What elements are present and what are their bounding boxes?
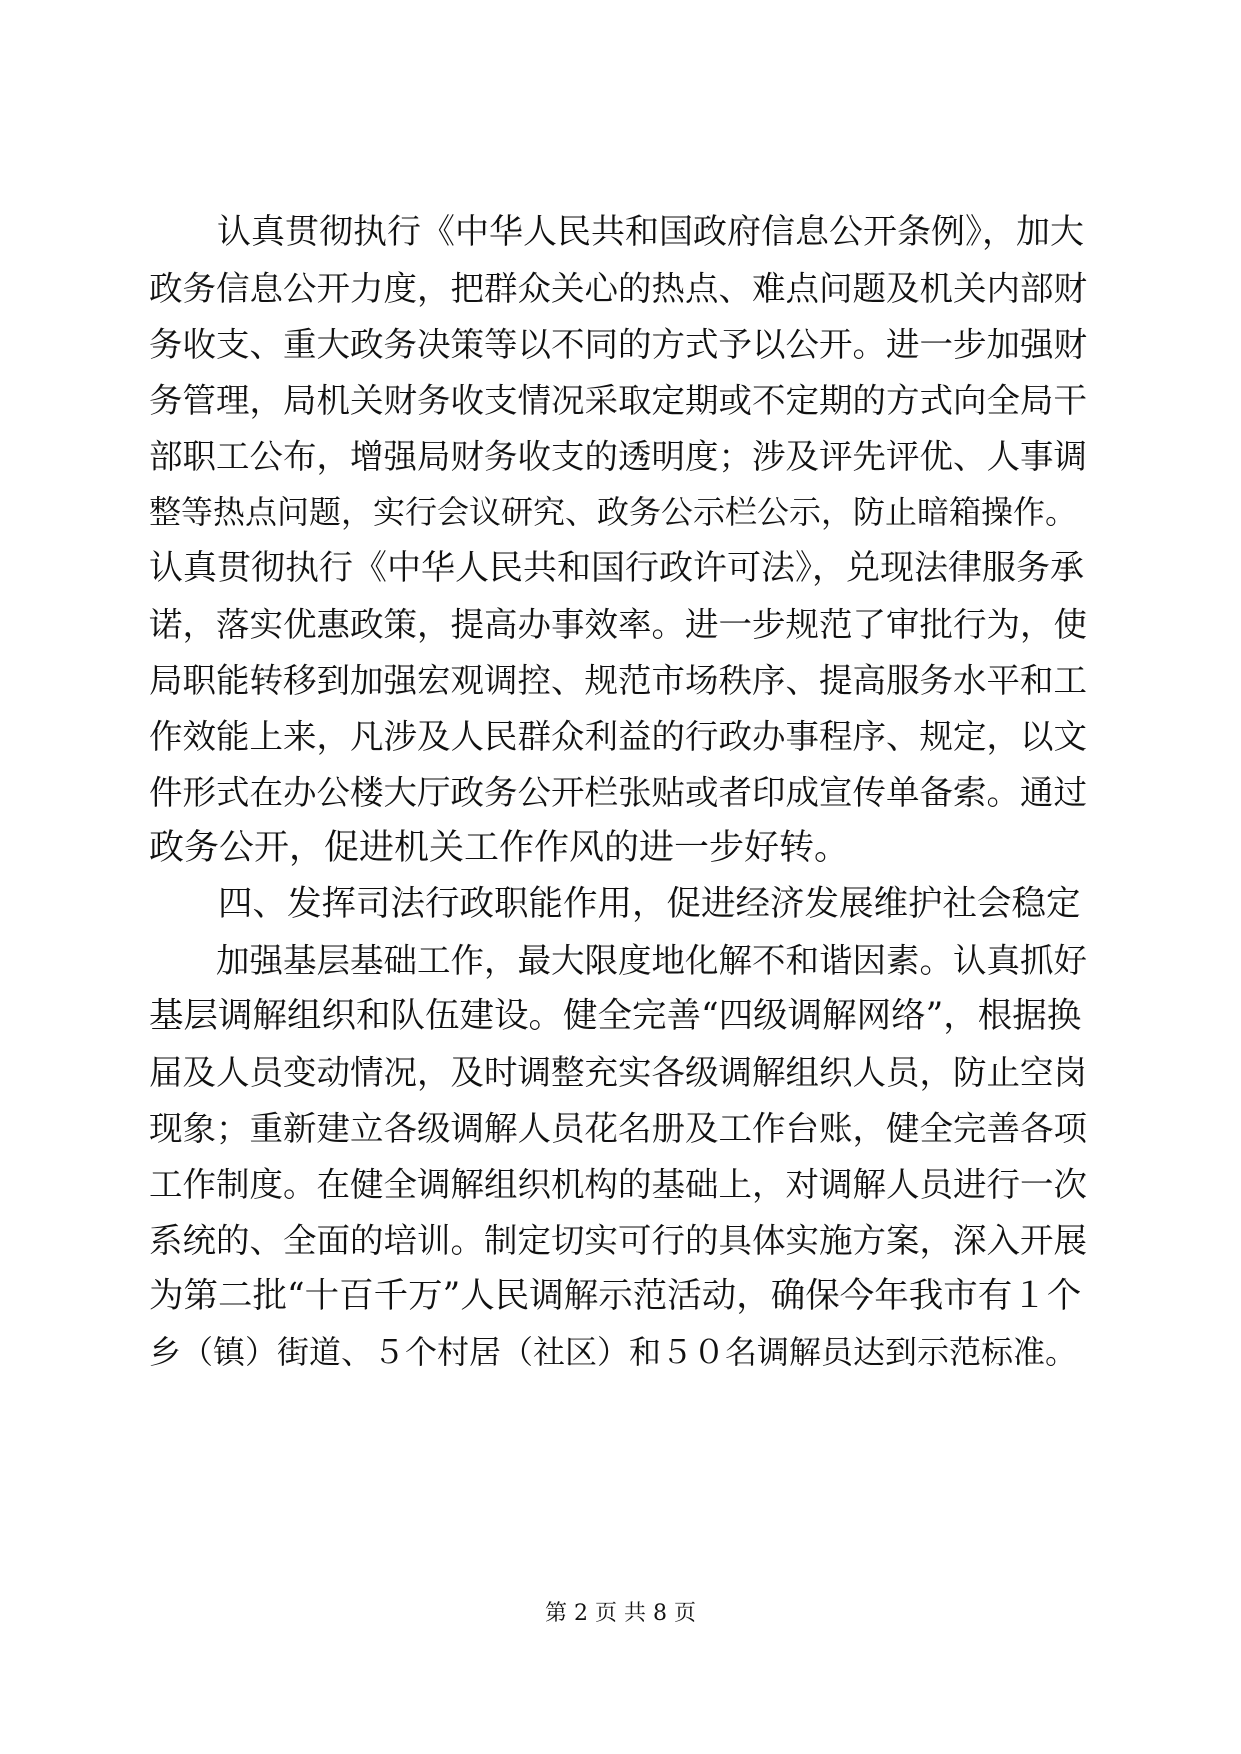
text-line: 政务公开，促进机关工作作风的进一步好转。 — [149, 828, 850, 868]
text-line: 务管理，局机关财务收支情况采取定期或不定期的方式向全局干 — [149, 381, 1087, 420]
text-line: 认真贯彻执行《中华人民共和国政府信息公开条例》，加大 — [149, 212, 1084, 252]
text-line: 件形式在办公楼大厅政务公开栏张贴或者印成宣传单备索。通过 — [149, 773, 1087, 812]
text-line: 加强基层基础工作，最大限度地化解不和谐因素。认真抓好 — [149, 941, 1087, 980]
text-line: 政务信息公开力度，把群众关心的热点、难点问题及机关内部财 — [149, 269, 1087, 308]
text-line: 整等热点问题，实行会议研究、政务公示栏公示，防止暗箱操作。 — [149, 493, 1078, 531]
text-line: 为第二批“十百千万”人民调解示范活动，确保今年我市有１个 — [149, 1276, 1082, 1316]
text-line: 系统的、全面的培训。制定切实可行的具体实施方案，深入开展 — [149, 1221, 1087, 1260]
text-line: 届及人员变动情况，及时调整充实各级调解组织人员，防止空岗 — [149, 1053, 1087, 1092]
text-line: 认真贯彻执行《中华人民共和国行政许可法》，兑现法律服务承 — [149, 548, 1084, 588]
page-footer: 第 2 页 共 8 页 — [545, 1601, 696, 1626]
text-line: 基层调解组织和队伍建设。健全完善“四级调解网络”，根据换 — [149, 996, 1082, 1036]
text-line: 乡（镇）街道、５个村居（社区）和５０名调解员达到示范标准。 — [149, 1333, 1078, 1371]
text-line: 现象；重新建立各级调解人员花名册及工作台账，健全完善各项 — [149, 1109, 1087, 1148]
text-line: 工作制度。在健全调解组织机构的基础上，对调解人员进行一次 — [149, 1165, 1087, 1204]
text-line: 部职工公布，增强局财务收支的透明度；涉及评先评优、人事调 — [149, 437, 1087, 476]
text-line: 作效能上来，凡涉及人民群众利益的行政办事程序、规定，以文 — [149, 717, 1087, 756]
text-line: 务收支、重大政务决策等以不同的方式予以公开。进一步加强财 — [149, 325, 1087, 364]
text-line: 诺，落实优惠政策，提高办事效率。进一步规范了审批行为，使 — [149, 605, 1087, 644]
section-heading: 四、发挥司法行政职能作用，促进经济发展维护社会稳定 — [149, 884, 1081, 924]
text-line: 局职能转移到加强宏观调控、规范市场秩序、提高服务水平和工 — [149, 661, 1087, 700]
